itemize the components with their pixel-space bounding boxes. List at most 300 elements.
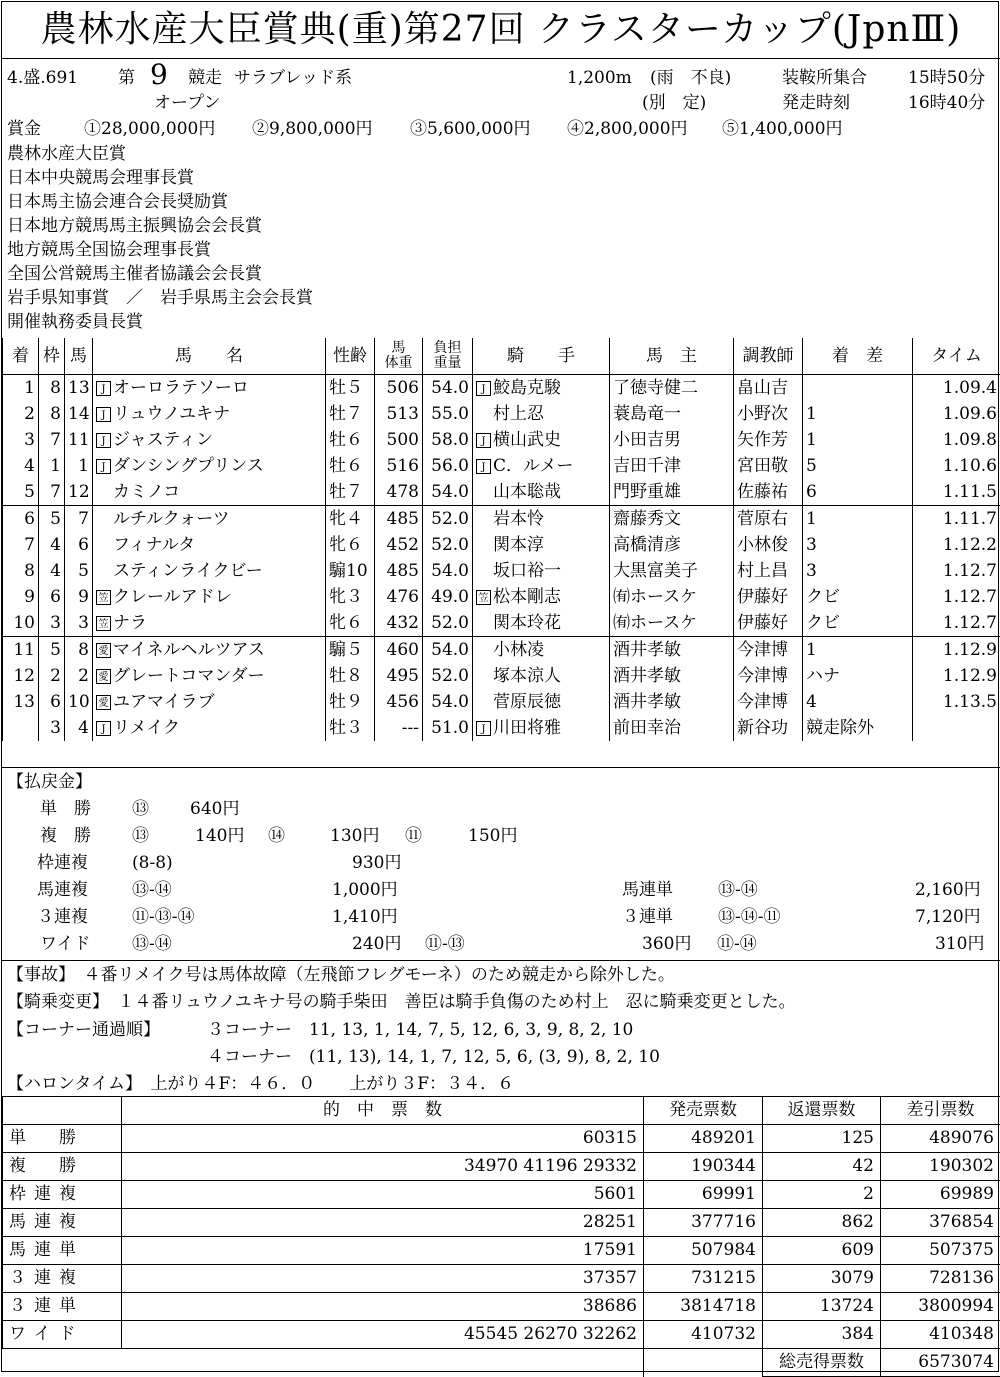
result-jockey-text: 菅原辰徳 xyxy=(493,692,561,712)
vote-sold: 489201 xyxy=(644,1125,763,1153)
award-item: 全国公営競馬主催者協議会会長賞 xyxy=(7,263,262,285)
result-owner: 酒井孝敏 xyxy=(610,637,734,664)
result-rank: 6 xyxy=(3,506,39,533)
vote-hit: 38686 xyxy=(122,1293,644,1321)
vote-row xyxy=(3,1293,1000,1321)
result-rank: 12 xyxy=(3,663,39,689)
blank-mark xyxy=(476,512,491,527)
result-trainer: 伊藤好 xyxy=(734,610,803,637)
result-weight-carried: 54.0 xyxy=(423,558,473,584)
start-label: 発走時刻 xyxy=(782,92,850,114)
result-horse-name xyxy=(93,401,326,427)
license-mark-icon: J xyxy=(96,721,111,736)
result-horse-name xyxy=(93,479,326,506)
vote-net: 190302 xyxy=(881,1153,1000,1181)
vote-hit: 60315 xyxy=(122,1125,644,1153)
result-time: 1.12.9 xyxy=(913,637,1000,664)
result-time: 1.11.5 xyxy=(913,479,1000,506)
table-row xyxy=(3,427,1000,453)
result-rank: 9 xyxy=(3,584,39,610)
result-trainer: 村上昌 xyxy=(734,558,803,584)
place-comb: ⑭ xyxy=(268,825,285,847)
vote-sold: 377716 xyxy=(644,1209,763,1237)
trifecta-amount: 7,120円 xyxy=(915,906,981,928)
vote-corner xyxy=(3,1097,122,1125)
quinella-amount: 1,000円 xyxy=(332,879,398,901)
table-row xyxy=(3,689,1000,715)
result-horse-name-text: ダンシングプリンス xyxy=(113,456,264,476)
result-margin: 6 xyxy=(803,479,913,506)
weather-track: (雨 不良) xyxy=(650,67,731,89)
breed: サラブレッド系 xyxy=(234,67,352,89)
result-time: 1.12.7 xyxy=(913,584,1000,610)
result-num: 10 xyxy=(65,689,93,715)
result-sex-age: 騸10 xyxy=(326,558,375,584)
result-rank xyxy=(3,715,39,741)
result-trainer: 小林俊 xyxy=(734,532,803,558)
result-horse-name xyxy=(93,610,326,637)
vote-row xyxy=(3,1181,1000,1209)
license-mark-icon: J xyxy=(476,459,491,474)
vote-col-hit: 的 中 票 数 xyxy=(122,1097,644,1125)
result-owner: 酒井孝敏 xyxy=(610,663,734,689)
result-jockey-text: C．ルメー xyxy=(493,456,574,476)
result-horse-name xyxy=(93,689,326,715)
col-horse-name: 馬 名 xyxy=(93,338,326,375)
award-item: 開催執務委員長賞 xyxy=(7,311,143,333)
corner-4: ４コーナー (11, 13), 14, 1, 7, 12, 5, 6, (3, 9), 8, 2, 10 xyxy=(207,1046,660,1068)
prize-5: ⑤1,400,000円 xyxy=(722,118,843,140)
result-body-weight: 460 xyxy=(375,637,423,664)
result-jockey-text: 坂口裕一 xyxy=(493,561,561,581)
result-rank: 13 xyxy=(3,689,39,715)
result-jockey xyxy=(473,453,610,479)
result-horse-name-text: グレートコマンダー xyxy=(113,666,265,686)
col-sex-age: 性齢 xyxy=(326,338,375,375)
license-mark-icon: J xyxy=(96,459,111,474)
result-frame: 8 xyxy=(39,401,65,427)
result-jockey-text: 塚本涼人 xyxy=(493,666,561,686)
vote-row xyxy=(3,1125,1000,1153)
corner-3: ３コーナー 11, 13, 1, 14, 7, 5, 12, 6, 3, 9, 8, 2, 10 xyxy=(207,1019,633,1041)
race-result-sheet xyxy=(1,1,999,1372)
result-owner: 了徳寺健二 xyxy=(610,375,734,402)
result-num: 5 xyxy=(65,558,93,584)
result-time: 1.10.6 xyxy=(913,453,1000,479)
vote-bet-type: ３連単 xyxy=(3,1293,122,1321)
vote-hit: 5601 xyxy=(122,1181,644,1209)
result-body-weight: 485 xyxy=(375,558,423,584)
result-body-weight: 506 xyxy=(375,375,423,402)
result-weight-carried: 54.0 xyxy=(423,637,473,664)
result-horse-name-text: リュウノユキナ xyxy=(113,404,230,424)
result-sex-age: 牝６ xyxy=(326,532,375,558)
result-owner: 前田幸治 xyxy=(610,715,734,741)
vote-hit: 17591 xyxy=(122,1237,644,1265)
result-time: 1.11.7 xyxy=(913,506,1000,533)
result-margin: 5 xyxy=(803,453,913,479)
prize-4: ④2,800,000円 xyxy=(567,118,688,140)
race-prefix: 第 xyxy=(118,67,135,89)
place-comb: ⑬ xyxy=(132,825,149,847)
payout-section xyxy=(2,767,1000,961)
license-mark-icon: J xyxy=(96,433,111,448)
result-jockey xyxy=(473,584,610,610)
wide-amount: 360円 xyxy=(642,933,691,955)
result-jockey xyxy=(473,558,610,584)
license-mark-icon: J xyxy=(476,721,491,736)
result-margin: 1 xyxy=(803,427,913,453)
award-item: 日本馬主協会連合会長奨励賞 xyxy=(7,191,228,213)
result-jockey xyxy=(473,506,610,533)
vote-sold: 3814718 xyxy=(644,1293,763,1321)
result-time: 1.12.9 xyxy=(913,663,1000,689)
col-frame: 枠 xyxy=(39,338,65,375)
blank-mark xyxy=(476,485,491,500)
vote-bet-type: 馬連単 xyxy=(3,1237,122,1265)
result-trainer: 新谷功 xyxy=(734,715,803,741)
blank-mark xyxy=(96,485,111,500)
result-margin: 1 xyxy=(803,506,913,533)
result-num: 12 xyxy=(65,479,93,506)
vote-bet-type: 枠連複 xyxy=(3,1181,122,1209)
result-weight-carried: 54.0 xyxy=(423,479,473,506)
result-trainer: 今津博 xyxy=(734,637,803,664)
table-row xyxy=(3,610,1000,637)
result-jockey xyxy=(473,715,610,741)
result-body-weight: 456 xyxy=(375,689,423,715)
result-margin: ハナ xyxy=(803,663,913,689)
vote-row xyxy=(3,1321,1000,1349)
license-mark-icon: J xyxy=(96,407,111,422)
license-mark-icon: 愛 xyxy=(96,695,111,710)
result-rank: 3 xyxy=(3,427,39,453)
result-jockey xyxy=(473,637,610,664)
bracket-comb: (8-8) xyxy=(132,852,173,874)
table-row xyxy=(3,663,1000,689)
vote-sold: 731215 xyxy=(644,1265,763,1293)
vote-count-table xyxy=(2,1096,1000,1377)
col-margin: 着 差 xyxy=(803,338,913,375)
result-jockey xyxy=(473,427,610,453)
result-frame: 7 xyxy=(39,427,65,453)
result-body-weight: 476 xyxy=(375,584,423,610)
prize-1: ①28,000,000円 xyxy=(84,118,215,140)
vote-col-net: 差引票数 xyxy=(881,1097,1000,1125)
result-body-weight: 478 xyxy=(375,479,423,506)
result-margin: 3 xyxy=(803,532,913,558)
result-frame: 2 xyxy=(39,663,65,689)
distance: 1,200m xyxy=(567,67,632,89)
result-body-weight: 500 xyxy=(375,427,423,453)
result-jockey-text: 関本玲花 xyxy=(493,613,561,633)
result-trainer: 伊藤好 xyxy=(734,584,803,610)
wide-comb: ⑪-⑬ xyxy=(425,933,465,955)
result-num: 2 xyxy=(65,663,93,689)
vote-sold: 410732 xyxy=(644,1321,763,1349)
result-body-weight: --- xyxy=(375,715,423,741)
table-row xyxy=(3,401,1000,427)
result-margin: 1 xyxy=(803,637,913,664)
vote-refund: 42 xyxy=(763,1153,881,1181)
jockey-change-note: 【騎乗変更】 １４番リュウノユキナ号の騎手柴田 善臣は騎手負傷のため村上 忍に騎乗変更とした。 xyxy=(7,991,796,1013)
wide-amount: 240円 xyxy=(352,933,401,955)
result-horse-name xyxy=(93,375,326,402)
license-mark-icon: 愛 xyxy=(96,669,111,684)
result-owner: 蓑島竜一 xyxy=(610,401,734,427)
race-class: オープン xyxy=(154,92,220,114)
prize-label: 賞金 xyxy=(7,118,41,140)
blank-mark xyxy=(476,538,491,553)
win-label: 単 勝 xyxy=(40,798,91,820)
win-comb: ⑬ xyxy=(132,798,149,820)
result-trainer: 宮田敬 xyxy=(734,453,803,479)
trio-amount: 1,410円 xyxy=(332,906,398,928)
result-frame: 3 xyxy=(39,610,65,637)
win-amount: 640円 xyxy=(190,798,239,820)
vote-col-refund: 返還票数 xyxy=(763,1097,881,1125)
vote-hit: 45545 26270 32262 xyxy=(122,1321,644,1349)
trio-comb: ⑪-⑬-⑭ xyxy=(132,906,195,928)
result-rank: 7 xyxy=(3,532,39,558)
furlong-times: 【ハロンタイム】 上がり４F：４６．０ 上がり３F：３４．６ xyxy=(7,1073,514,1095)
result-num: 8 xyxy=(65,637,93,664)
result-margin: クビ xyxy=(803,610,913,637)
vote-row xyxy=(3,1265,1000,1293)
result-horse-name xyxy=(93,453,326,479)
col-rank: 着 xyxy=(3,338,39,375)
result-margin: クビ xyxy=(803,584,913,610)
result-owner: 高橋清彦 xyxy=(610,532,734,558)
result-horse-name-text: クレールアドレ xyxy=(113,587,232,607)
bracket-label: 枠連複 xyxy=(37,852,88,874)
result-weight-carried: 54.0 xyxy=(423,689,473,715)
result-owner: 大黒富美子 xyxy=(610,558,734,584)
result-sex-age: 牡９ xyxy=(326,689,375,715)
table-row xyxy=(3,637,1000,664)
result-horse-name-text: フィナルタ xyxy=(113,535,195,555)
result-sex-age: 牝３ xyxy=(326,584,375,610)
result-frame: 7 xyxy=(39,479,65,506)
result-horse-name xyxy=(93,584,326,610)
table-row xyxy=(3,715,1000,741)
wide-label: ワイド xyxy=(40,933,91,955)
race-suffix: 競走 xyxy=(188,67,222,89)
result-time: 1.12.2 xyxy=(913,532,1000,558)
vote-net: 69989 xyxy=(881,1181,1000,1209)
place-amount: 130円 xyxy=(330,825,379,847)
vote-hit: 28251 xyxy=(122,1209,644,1237)
result-num: 7 xyxy=(65,506,93,533)
vote-net: 489076 xyxy=(881,1125,1000,1153)
result-horse-name xyxy=(93,637,326,664)
blank-mark xyxy=(96,512,111,527)
vote-bet-type: ワイド xyxy=(3,1321,122,1349)
result-rank: 11 xyxy=(3,637,39,664)
result-num: 13 xyxy=(65,375,93,402)
vote-net: 410348 xyxy=(881,1321,1000,1349)
result-num: 6 xyxy=(65,532,93,558)
result-weight-carried: 52.0 xyxy=(423,663,473,689)
place-comb: ⑪ xyxy=(405,825,422,847)
vote-sold: 69991 xyxy=(644,1181,763,1209)
result-rank: 4 xyxy=(3,453,39,479)
place-amount: 140円 xyxy=(195,825,244,847)
vote-net: 3800994 xyxy=(881,1293,1000,1321)
table-row xyxy=(3,506,1000,533)
result-time: 1.13.5 xyxy=(913,689,1000,715)
payout-heading: 【払戻金】 xyxy=(7,771,92,793)
result-horse-name-text: スティンライクビー xyxy=(113,561,263,581)
result-horse-name-text: カミノコ xyxy=(113,482,180,502)
col-trainer: 調教師 xyxy=(734,338,803,375)
vote-header-row xyxy=(3,1097,1000,1125)
place-label: 複 勝 xyxy=(40,825,91,847)
result-owner: 吉田千津 xyxy=(610,453,734,479)
trio-label: ３連複 xyxy=(37,906,88,928)
result-body-weight: 513 xyxy=(375,401,423,427)
result-margin: 4 xyxy=(803,689,913,715)
result-body-weight: 432 xyxy=(375,610,423,637)
vote-refund: 125 xyxy=(763,1125,881,1153)
result-trainer: 矢作芳 xyxy=(734,427,803,453)
result-jockey xyxy=(473,689,610,715)
start-time: 16時40分 xyxy=(908,92,985,114)
result-jockey-text: 山本聡哉 xyxy=(493,482,561,502)
result-owner: 門野重雄 xyxy=(610,479,734,506)
col-weight-carried: 負担 重量 xyxy=(423,338,473,375)
result-time: 1.12.7 xyxy=(913,610,1000,637)
result-horse-name-text: ナラ xyxy=(113,613,147,633)
result-trainer: 畠山吉 xyxy=(734,375,803,402)
result-frame: 8 xyxy=(39,375,65,402)
result-rank: 5 xyxy=(3,479,39,506)
result-jockey-text: 小林凌 xyxy=(493,640,544,660)
vote-refund: 2 xyxy=(763,1181,881,1209)
results-header-row xyxy=(3,338,1000,375)
table-row xyxy=(3,584,1000,610)
license-mark-icon: J xyxy=(96,381,111,396)
exacta-comb: ⑬-⑭ xyxy=(718,879,758,901)
result-margin xyxy=(803,375,913,402)
result-num: 1 xyxy=(65,453,93,479)
result-horse-name xyxy=(93,715,326,741)
result-sex-age: 牡６ xyxy=(326,427,375,453)
blank-mark xyxy=(476,407,491,422)
result-num: 9 xyxy=(65,584,93,610)
award-item: 日本地方競馬馬主振興協会会長賞 xyxy=(7,215,262,237)
result-jockey xyxy=(473,375,610,402)
wide-comb: ⑪-⑭ xyxy=(717,933,757,955)
result-jockey-text: 村上忍 xyxy=(493,404,544,424)
result-body-weight: 452 xyxy=(375,532,423,558)
table-row xyxy=(3,375,1000,402)
award-item: 農林水産大臣賞 xyxy=(7,143,126,165)
col-time: タイム xyxy=(913,338,1000,375)
col-num: 馬 xyxy=(65,338,93,375)
race-number: 9 xyxy=(150,60,168,90)
result-weight-carried: 52.0 xyxy=(423,532,473,558)
col-body-weight: 馬 体重 xyxy=(375,338,423,375)
result-weight-carried: 55.0 xyxy=(423,401,473,427)
quinella-comb: ⑬-⑭ xyxy=(132,879,172,901)
result-horse-name xyxy=(93,663,326,689)
award-item: 地方競馬全国協会理事長賞 xyxy=(7,239,211,261)
result-horse-name xyxy=(93,427,326,453)
result-owner: ㈲ホースケ xyxy=(610,584,734,610)
result-time: 1.12.7 xyxy=(913,558,1000,584)
result-jockey xyxy=(473,610,610,637)
vote-net: 507375 xyxy=(881,1237,1000,1265)
vote-refund: 384 xyxy=(763,1321,881,1349)
result-horse-name-text: オーロラテソーロ xyxy=(113,378,249,398)
license-mark-icon: J xyxy=(476,381,491,396)
table-row xyxy=(3,558,1000,584)
vote-hit: 34970 41196 29332 xyxy=(122,1153,644,1181)
result-sex-age: 牡７ xyxy=(326,401,375,427)
blank-mark xyxy=(476,616,491,631)
result-sex-age: 牡８ xyxy=(326,663,375,689)
result-horse-name-text: ユアマイラブ xyxy=(113,692,215,712)
result-owner: ㈲ホースケ xyxy=(610,610,734,637)
paddock-label: 装鞍所集合 xyxy=(782,67,867,89)
vote-total-label: 総売得票数 xyxy=(763,1349,881,1377)
result-weight-carried: 52.0 xyxy=(423,610,473,637)
race-title: 農林水産大臣賞典(重)第27回 クラスターカップ(JpnⅢ) xyxy=(2,2,1000,59)
vote-total-value: 6573074 xyxy=(881,1349,1000,1377)
result-horse-name xyxy=(93,506,326,533)
result-jockey xyxy=(473,479,610,506)
result-jockey-text: 関本淳 xyxy=(493,535,544,555)
vote-col-sold: 発売票数 xyxy=(644,1097,763,1125)
result-weight-carried: 52.0 xyxy=(423,506,473,533)
vote-row xyxy=(3,1209,1000,1237)
result-jockey xyxy=(473,401,610,427)
table-row xyxy=(3,479,1000,506)
result-weight-carried: 56.0 xyxy=(423,453,473,479)
result-margin: 1 xyxy=(803,401,913,427)
result-frame: 4 xyxy=(39,558,65,584)
wide-amount: 310円 xyxy=(935,933,984,955)
result-owner: 小田吉男 xyxy=(610,427,734,453)
meet-code: 4.盛.691 xyxy=(7,67,78,89)
license-mark-icon: 笠 xyxy=(476,590,491,605)
bracket-amount: 930円 xyxy=(352,852,401,874)
paddock-time: 15時50分 xyxy=(908,67,985,89)
result-jockey-text: 川田将雅 xyxy=(493,718,561,738)
result-weight-carried: 49.0 xyxy=(423,584,473,610)
vote-bet-type: 馬連複 xyxy=(3,1209,122,1237)
accident-note: 【事故】 ４番リメイク号は馬体故障（左飛節フレグモーネ）のため競走から除外した。 xyxy=(7,964,675,986)
result-owner: 酒井孝敏 xyxy=(610,689,734,715)
result-owner: 齋藤秀文 xyxy=(610,506,734,533)
result-horse-name-text: ルチルクォーツ xyxy=(113,509,230,529)
vote-refund: 609 xyxy=(763,1237,881,1265)
result-margin: 競走除外 xyxy=(803,715,913,741)
prize-2: ②9,800,000円 xyxy=(252,118,373,140)
result-rank: 8 xyxy=(3,558,39,584)
award-item: 日本中央競馬会理事長賞 xyxy=(7,167,194,189)
place-amount: 150円 xyxy=(468,825,517,847)
blank-mark xyxy=(96,538,111,553)
blank-mark xyxy=(96,564,111,579)
result-num: 4 xyxy=(65,715,93,741)
vote-net: 376854 xyxy=(881,1209,1000,1237)
blank-mark xyxy=(476,669,491,684)
license-mark-icon: J xyxy=(476,433,491,448)
result-jockey xyxy=(473,532,610,558)
result-time xyxy=(913,715,1000,741)
